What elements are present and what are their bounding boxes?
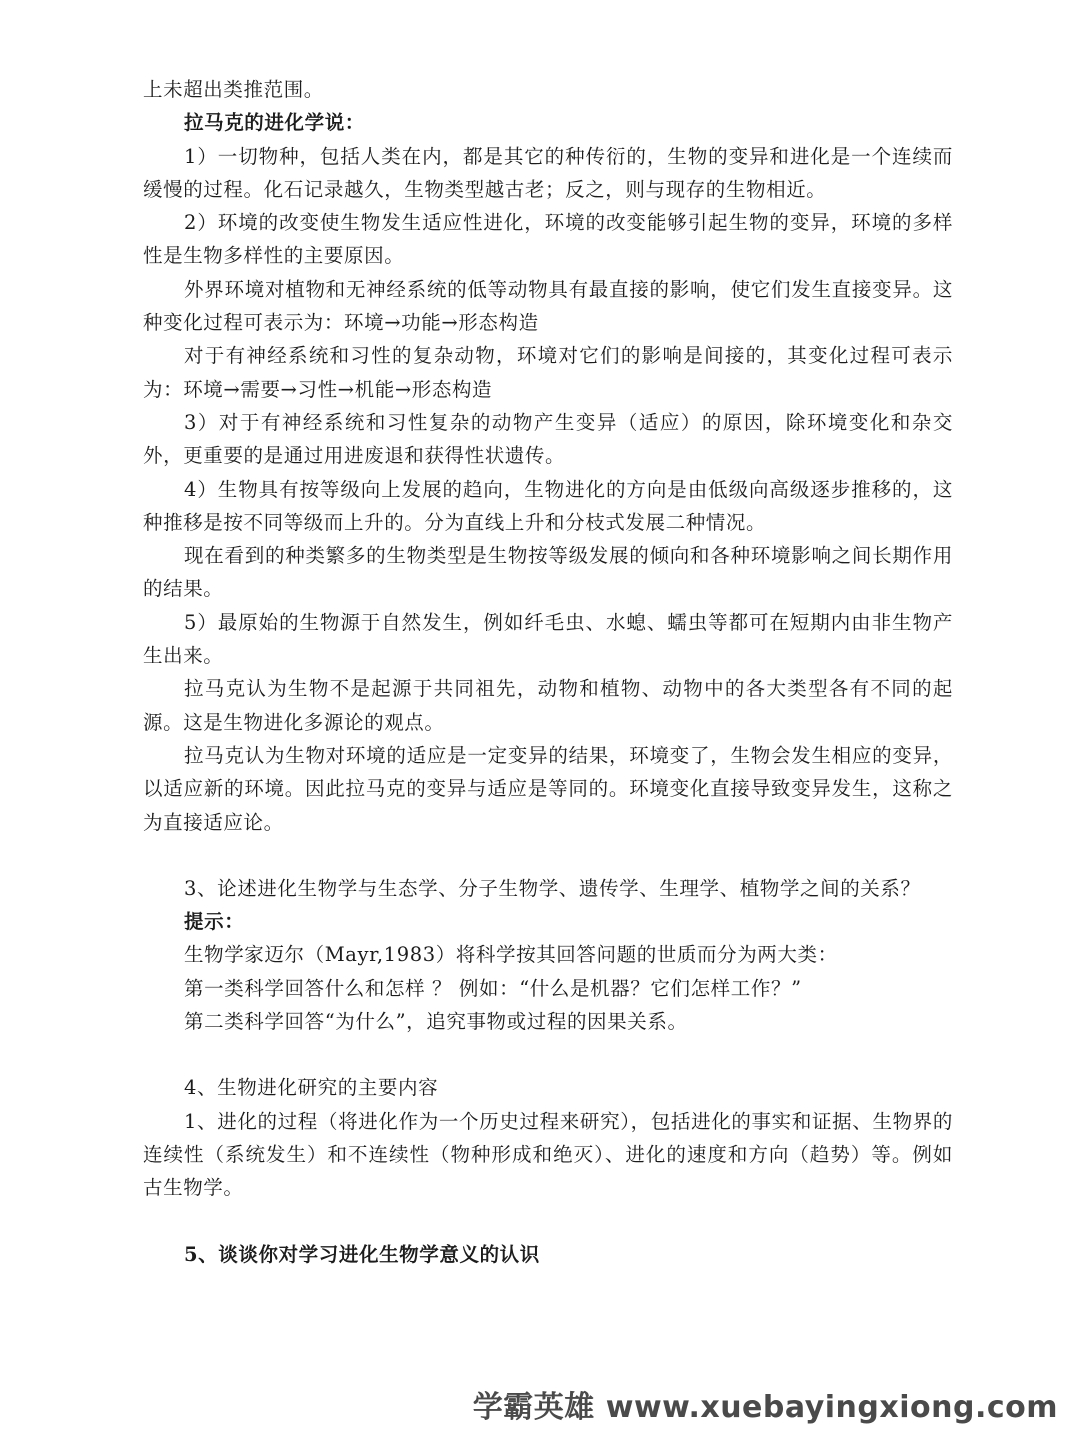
lamarck-point-1: 1）一切物种，包括人类在内，都是其它的种传衍的，生物的变异和进化是一个连续而缓慢的过程。化石记录越久，生物类型越古老；反之，则与现存的生物相近。 xyxy=(143,144,953,201)
lamarck-heading: 拉马克的进化学说： xyxy=(184,111,365,135)
question-4-point-1: 1、进化的过程（将进化作为一个历史过程来研究），包括进化的事实和证据、生物界的连续性（系统发生）和不连续性（物种形成和绝灭）、进化的速度和方向（趋势）等。例如古生物学。 xyxy=(143,1109,953,1200)
lamarck-point-3: 3）对于有神经系统和习性复杂的动物产生变异（适应）的原因，除环境变化和杂交外，更重要的是通过用进废退和获得性状遗传。 xyxy=(143,410,953,468)
lamarck-polygenesis: 拉马克认为生物不是起源于共同祖先，动物和植物、动物中的各大类型各有不同的起源。这是生物进化多源论的观点。 xyxy=(143,677,953,734)
paragraph-continuation: 上未超出类推范围。 xyxy=(143,78,324,101)
document-body xyxy=(143,73,953,1271)
spacer xyxy=(143,839,953,872)
lamarck-direct-adaptation: 拉马克认为生物对环境的适应是一定变异的结果，环境变了，生物会发生相应的变异，以适应新的环境。因此拉马克的变异与适应是等同的。环境变化直接导致变异发生，这称之为直接适应论。 xyxy=(143,743,953,834)
spacer xyxy=(143,1205,953,1238)
question-4: 4、生物进化研究的主要内容 xyxy=(184,1076,439,1100)
question-3-hint-line-1: 生物学家迈尔（Mayr,1983）将科学按其回答问题的世质而分为两大类： xyxy=(184,943,838,967)
lamarck-point-5: 5）最原始的生物源于自然发生，例如纤毛虫、水螅、蠕虫等都可在短期内由非生物产生出来。 xyxy=(143,610,953,668)
question-3-hint-line-2: 第一类科学回答什么和怎样 ？ 例如：“什么是机器？它们怎样工作？” xyxy=(184,976,802,1000)
watermark: 学霸英雄 www.xuebayingxiong.com xyxy=(472,1390,1058,1425)
lamarck-point-2: 2）环境的改变使生物发生适应性进化，环境的改变能够引起生物的变异，环境的多样性是生物多样性的主要原因。 xyxy=(143,211,953,268)
lamarck-point-2-direct: 外界环境对植物和无神经系统的低等动物具有最直接的影响，使它们发生直接变异。这种变化过程可表示为：环境→功能→形态构造 xyxy=(143,277,953,335)
lamarck-point-4: 4）生物具有按等级向上发展的趋向，生物进化的方向是由低级向高级逐步推移的，这种推移是按不同等级而上升的。分为直线上升和分枝式发展二种情况。 xyxy=(143,477,953,534)
spacer xyxy=(143,1038,953,1071)
question-3: 3、论述进化生物学与生态学、分子生物学、遗传学、生理学、植物学之间的关系？ xyxy=(184,876,921,900)
lamarck-point-2-indirect: 对于有神经系统和习性的复杂动物，环境对它们的影响是间接的，其变化过程可表示为：环境→需要→习性→机能→形态构造 xyxy=(143,344,953,401)
question-3-hint-label: 提示： xyxy=(184,910,245,934)
question-5: 5、谈谈你对学习进化生物学意义的认识 xyxy=(184,1242,540,1266)
lamarck-point-4-note: 现在看到的种类繁多的生物类型是生物按等级发展的倾向和各种环境影响之间长期作用的结果。 xyxy=(143,544,953,601)
question-3-hint-line-3: 第二类科学回答“为什么”，追究事物或过程的因果关系。 xyxy=(184,1010,688,1034)
